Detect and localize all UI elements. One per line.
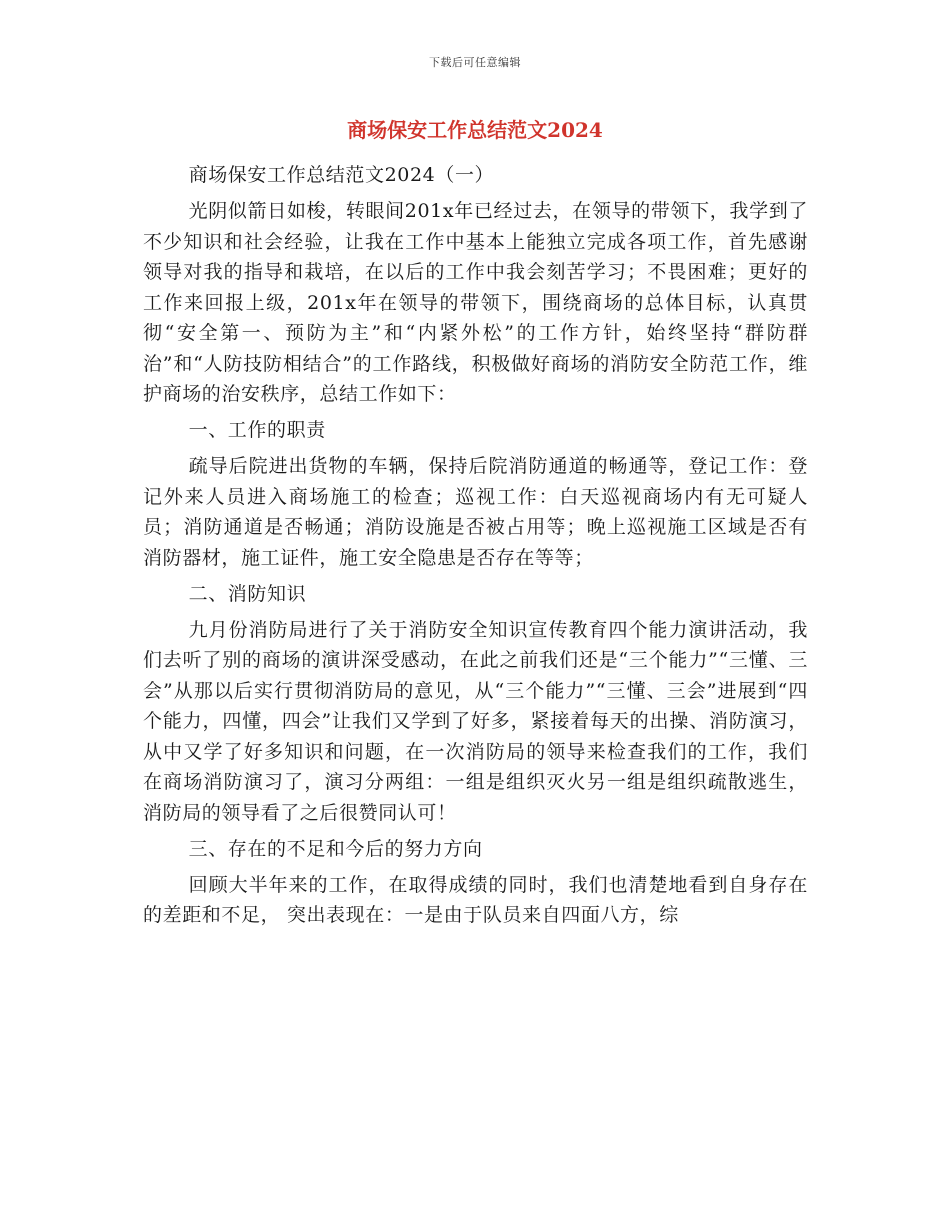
body-paragraph-intro: 光阴似箭日如梭，转眼间201x年已经过去，在领导的带领下，我学到了不少知识和社会经验，让我在工作中基本上能独立完成各项工作，首先感谢领导对我的指导和栽培，在以后的工作中我会刻苦学习；不畏困难；更好的工作来回报上级，201x年在领导的带领下，围绕商场的总体目标，认真贯彻“安全第一、预防为主”和“内紧外松”的工作方针，始终坚持“群防群治”和“人防技防相结合”的工作路线，积极做好商场的消防安全防范工作，维护商场的治安秩序，总结工作如下： — [143, 200, 808, 405]
section-heading-duties: 一、工作的职责 — [188, 419, 326, 441]
header-note: 下载后可任意编辑 — [429, 56, 521, 69]
section-heading-shortcomings: 三、存在的不足和今后的努力方向 — [188, 837, 483, 860]
body-paragraph-fire-knowledge: 九月份消防局进行了关于消防安全知识宣传教育四个能力演讲活动，我们去听了别的商场的演讲深受感动，在此之前我们还是“三个能力”“三懂、三会”从那以后实行贯彻消防局的意见，从“三个能力”“三懂、三会”进展到“四个能力，四懂，四会”让我们又学到了好多，紧接着每天的出操、消防演习，从中又学了好多知识和问题，在一次消防局的领导来检查我们的工作，我们在商场消防演习了，演习分两组：一组是组织灭火另一组是组织疏散逃生，消防局的领导看了之后很赞同认可！ — [143, 618, 808, 824]
section-heading-fire-knowledge: 二、消防知识 — [188, 582, 307, 605]
document-body — [143, 160, 808, 931]
body-paragraph-duties: 疏导后院进出货物的车辆，保持后院消防通道的畅通等，登记工作：登记外来人员进入商场施工的检查；巡视工作：白天巡视商场内有无可疑人员；消防通道是否畅通；消防设施是否被占用等；晚上巡视施工区域是否有消防器材，施工证件，施工安全隐患是否存在等等； — [143, 455, 808, 569]
section-subtitle: 商场保安工作总结范文2024（一） — [188, 164, 495, 186]
body-paragraph-shortcomings: 回顾大半年来的工作，在取得成绩的同时，我们也清楚地看到自身存在的差距和不足， 突出表现在：一是由于队员来自四面八方，综 — [143, 873, 808, 926]
document-title: 商场保安工作总结范文2024 — [347, 118, 603, 142]
